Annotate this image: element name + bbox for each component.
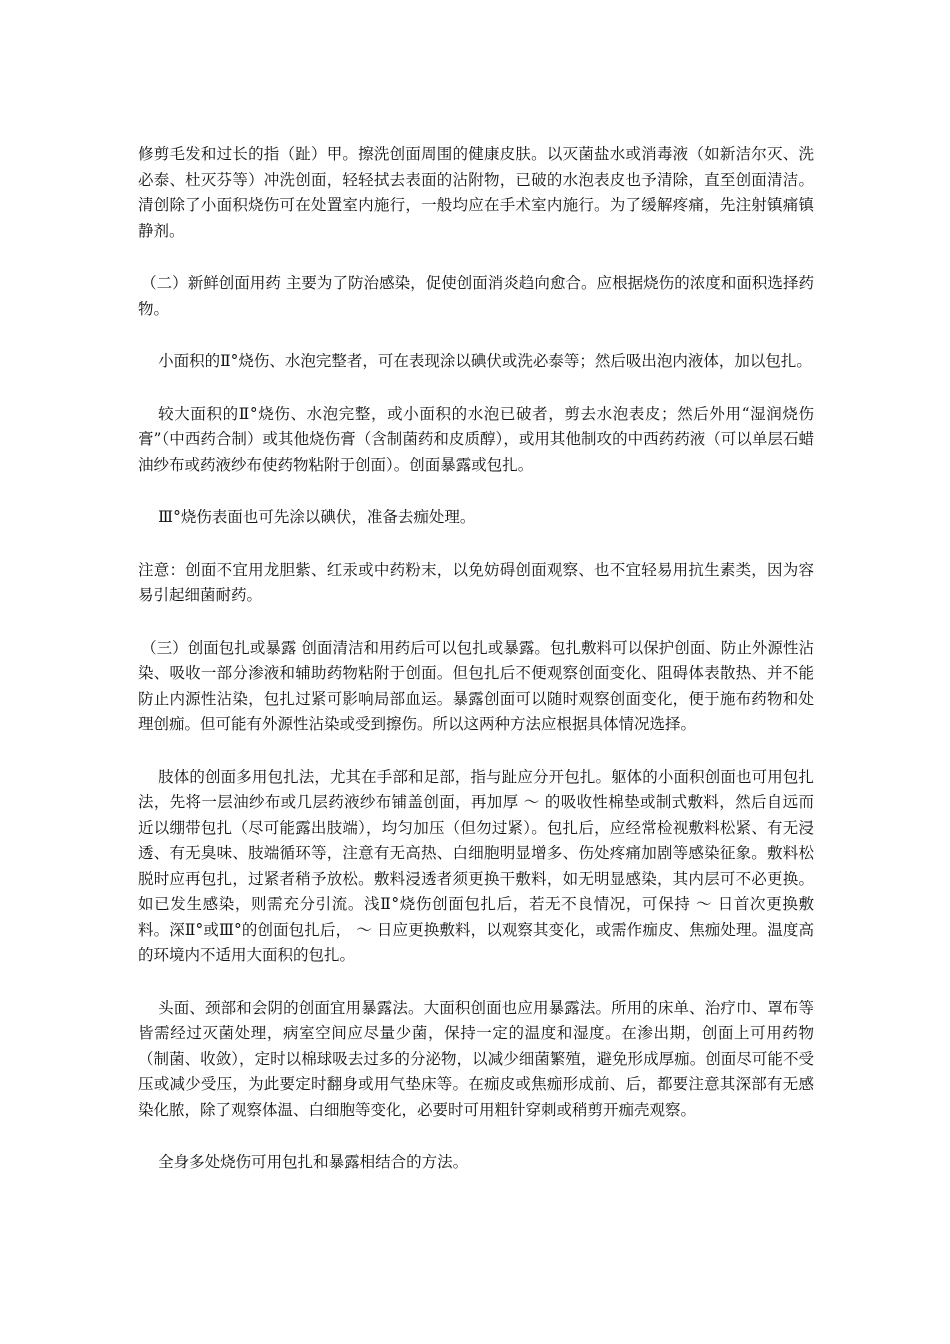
paragraph-combined-method: 全身多处烧伤可用包扎和暴露相结合的方法。 [158,1153,469,1171]
paragraph-exposure-method: 头面、颈部和会阴的创面宜用暴露法。大面积创面也应用暴露法。所用的床单、治疗巾、罩布等皆需经过灭菌处理，病室空间应尽量少菌，保持一定的温度和湿度。在渗出期，创面上可用药物（制菌、收敛），定时以棉球吸去过多的分泌物，以减少细菌繁殖，避免形成厚痂。创面尽可能不受压或减少受压，为此要定时翻身或用气垫床等。在痂皮或焦痂形成前、后，都要注意其深部有无感染化脓，除了观察体温、白细胞等变化，必要时可用粗针穿刺或稍剪开痂壳观察。 [138,998,814,1119]
paragraph-section-3-heading: （三）创面包扎或暴露 创面清洁和用药后可以包扎或暴露。包扎敷料可以保护创面、防止外源性沾染、吸收一部分渗液和辅助药物粘附于创面。但包扎后不便观察创面变化、阻碍体表散热、并不能防止内源性沾染，包扎过紧可影响局部血运。暴露创面可以随时观察创面变化，便于施布药物和处理创痂。但可能有外源性沾染或受到擦伤。所以这两种方法应根据具体情况选择。 [138,638,814,733]
paragraph-section-2-heading: （二）新鲜创面用药 主要为了防治感染，促使创面消炎趋向愈合。应根据烧伤的浓度和面积选择药物。 [138,274,814,318]
document-body [138,142,814,1203]
paragraph-small-area-burn: 小面积的Ⅱ°烧伤、水泡完整者，可在表现涂以碘伏或洗必泰等；然后吸出泡内液体，加以包扎。 [158,352,812,370]
paragraph-large-area-burn: 较大面积的Ⅱ°烧伤、水泡完整，或小面积的水泡已破者，剪去水泡表皮；然后外用“湿润烧伤膏”（中西药合制）或其他烧伤膏（含制菌药和皮质醇），或用其他制攻的中西药药液（可以单层石蜡油纱布或药液纱布使药物粘附于创面）。创面暴露或包扎。 [138,404,814,474]
paragraph-debridement: 修剪毛发和过长的指（趾）甲。擦洗创面周围的健康皮肤。以灭菌盐水或消毒液（如新洁尔灭、洗必泰、杜灭芬等）冲洗创面，轻轻拭去表面的沾附物，已破的水泡表皮也予清除，直至创面清洁。清创除了小面积烧伤可在处置室内施行，一般均应在手术室内施行。为了缓解疼痛，先注射镇痛镇静剂。 [138,145,814,240]
paragraph-bandage-method: 肢体的创面多用包扎法，尤其在手部和足部，指与趾应分开包扎。躯体的小面积创面也可用包扎法，先将一层油纱布或几层药液纱布铺盖创面，再加厚 ～ 的吸收性棉垫或制式敷料，然后自远而近以绷带包扎（尽可能露出肢端），均匀加压（但勿过紧）。包扎后，应经常检视敷料松紧、有无浸透、有无臭味、肢端循环等，注意有无高热、白细胞明显增多、伤处疼痛加剧等感染征象。敷料松脱时应再包扎，过紧者稍予放松。敷料浸透者须更换干敷料，如无明显感染，其内层可不必更换。如已发生感染，则需充分引流。浅Ⅱ°烧伤创面包扎后，若无不良情况，可保持 ～ 日首次更换敷料。深Ⅱ°或Ⅲ°的创面包扎后， ～ 日应更换敷料，以观察其变化，或需作痂皮、焦痂处理。温度高的环境内不适用大面积的包扎。 [138,767,814,964]
paragraph-note: 注意：创面不宜用龙胆紫、红汞或中药粉末，以免妨碍创面观察、也不宜轻易用抗生素类，因为容易引起细菌耐药。 [138,560,814,604]
paragraph-third-degree-burn: Ⅲ°烧伤表面也可先涂以碘伏，准备去痂处理。 [158,508,476,526]
